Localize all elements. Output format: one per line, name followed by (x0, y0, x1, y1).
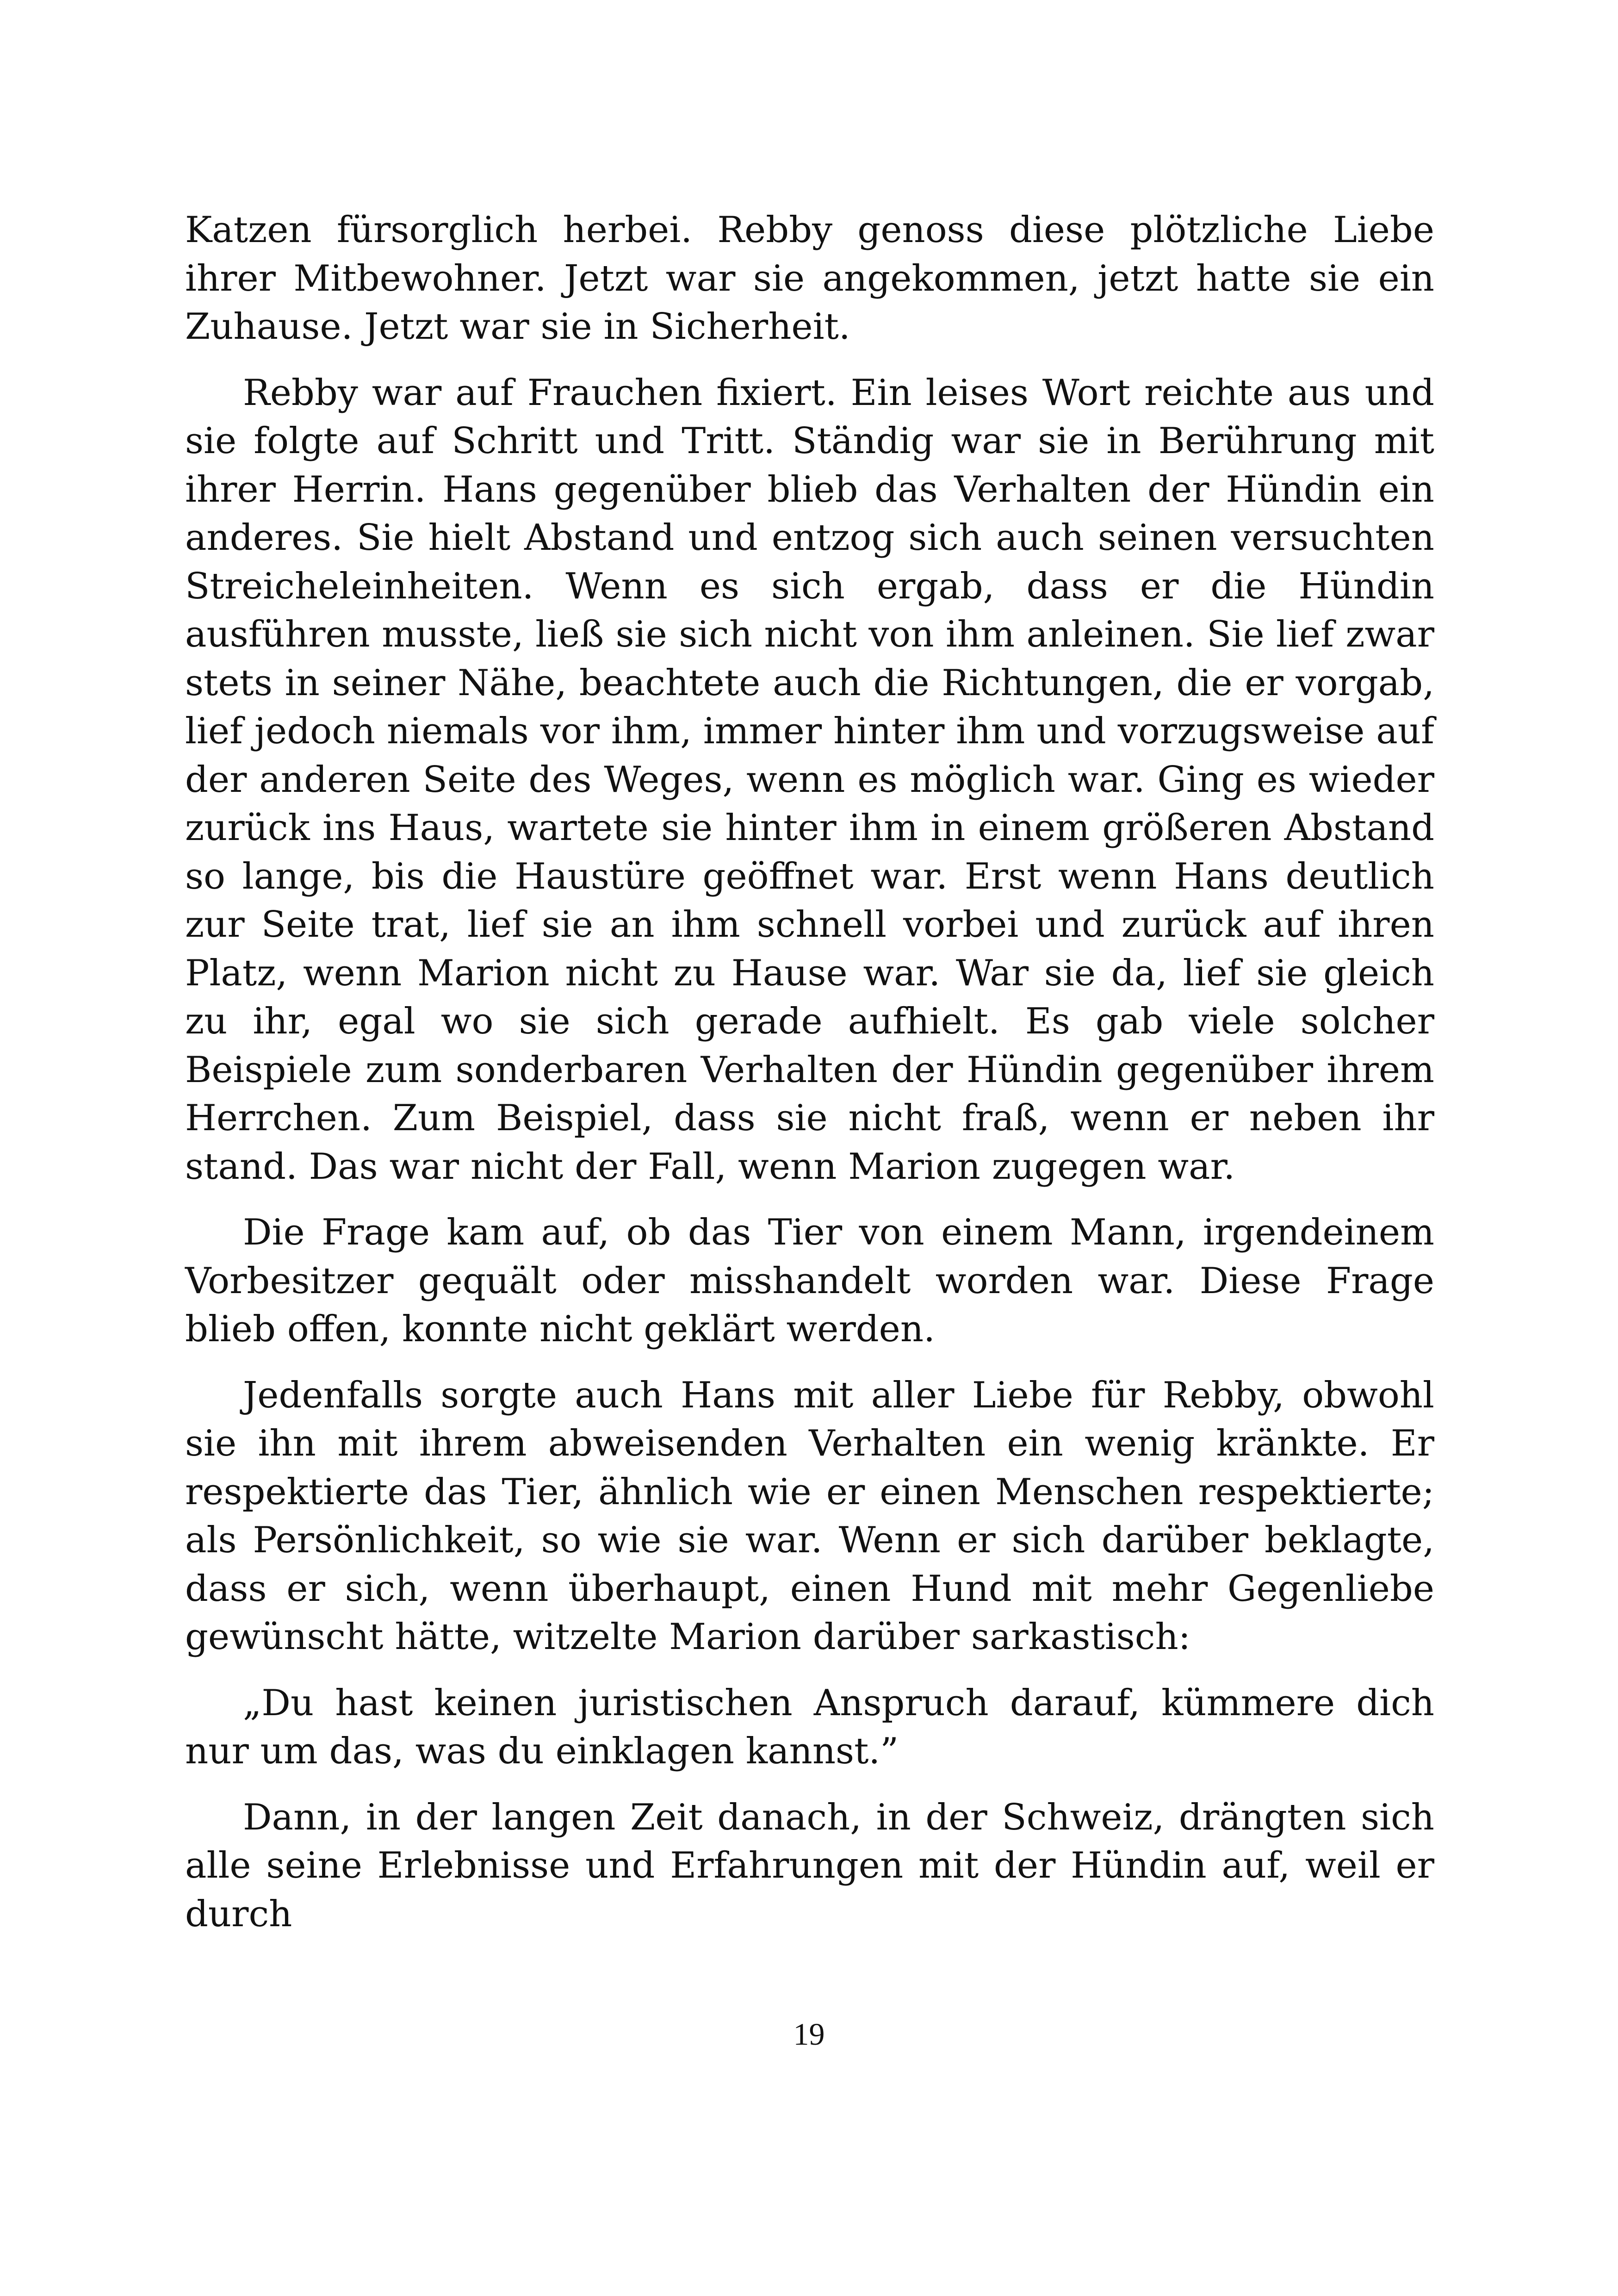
paragraph-2: Rebby war auf Frauchen fixiert. Ein leises Wort reichte aus und sie folgte auf Schritt und Tritt. Ständig war sie in Berührung mit ihrer Herrin. Hans gegenüber blieb das Verhalten der Hündin ein anderes. Sie hielt Abstand und entzog sich auch seinen versuchten Streicheleinheiten. Wenn es sich ergab, dass er die Hündin ausführen musste, ließ sie sich nicht von ihm anleinen. Sie lief zwar stets in seiner Nähe, beachtete auch die Richtungen, die er vorgab, lief jedoch niemals vor ihm, immer hinter ihm und vorzugsweise auf der anderen Seite des Weges, wenn es möglich war. Ging es wieder zurück ins Haus, wartete sie hinter ihm in einem größeren Abstand so lange, bis die Haustüre geöffnet war. Erst wenn Hans deutlich zur Seite trat, lief sie an ihm schnell vorbei und zurück auf ihren Platz, wenn Marion nicht zu Hause war. War sie da, lief sie gleich zu ihr, egal wo sie sich gerade aufhielt. Es gab viele solcher Beispiele zum sonderbaren Verhalten der Hündin gegenüber ihrem Herrchen. Zum Beispiel, dass sie nicht fraß, wenn er neben ihr stand. Das war nicht der Fall, wenn Marion zugegen war. (185, 372, 1434, 1188)
paragraph-6: Dann, in der langen Zeit danach, in der Schweiz, drängten sich alle seine Erlebnisse und Erfahrungen mit der Hündin auf, weil er durch (185, 1796, 1434, 1935)
body-text (185, 206, 1434, 1956)
paragraph-3: Die Frage kam auf, ob das Tier von einem Mann, irgendeinem Vorbesitzer gequält oder misshandelt worden war. Diese Frage blieb offen, konnte nicht geklärt werden. (185, 1212, 1434, 1350)
paragraph-4: Jedenfalls sorgte auch Hans mit aller Liebe für Rebby, obwohl sie ihn mit ihrem abweisenden Verhalten ein wenig kränkte. Er respektierte das Tier, ähnlich wie er einen Menschen respektierte; als Persönlichkeit, so wie sie war. Wenn er sich darüber beklagte, dass er sich, wenn überhaupt, einen Hund mit mehr Gegenliebe gewünscht hätte, witzelte Marion darüber sarkastisch: (185, 1374, 1434, 1658)
paragraph-1: Katzen fürsorglich herbei. Rebby genoss diese plötzliche Liebe ihrer Mitbewohner. Jetzt war sie angekommen, jetzt hatte sie ein Zuhause. Jetzt war sie in Sicherheit. (185, 209, 1434, 348)
paragraph-5: „Du hast keinen juristischen Anspruch darauf, kümmere dich nur um das, was du einklagen kannst.” (185, 1682, 1434, 1772)
page-number: 19 (793, 2016, 825, 2052)
